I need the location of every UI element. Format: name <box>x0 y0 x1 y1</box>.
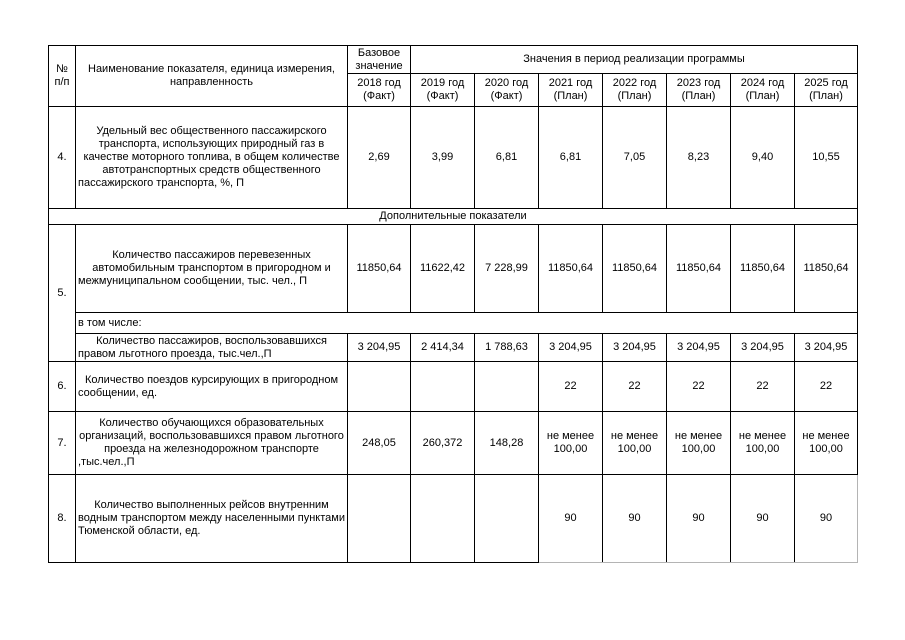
table-row <box>49 225 858 313</box>
row-value: 3 204,95 <box>667 334 731 362</box>
header-year: 2022 год (План) <box>603 74 667 107</box>
row-value: не менее 100,00 <box>731 412 795 475</box>
row-value <box>475 475 539 563</box>
row-value: 11850,64 <box>667 225 731 313</box>
row-value: не менее 100,00 <box>539 412 603 475</box>
row-value: 6,81 <box>475 107 539 209</box>
row-value: 2,69 <box>348 107 411 209</box>
row-value: 11850,64 <box>795 225 858 313</box>
row-value: 22 <box>667 362 731 412</box>
header-year: 2025 год (План) <box>795 74 858 107</box>
table-row-sub <box>49 334 858 362</box>
header-base: Базовое значение <box>348 46 411 74</box>
row-value: 22 <box>539 362 603 412</box>
row-value: 90 <box>603 475 667 563</box>
row-value: 22 <box>603 362 667 412</box>
table-row-sublabel <box>49 313 858 334</box>
row-value: 9,40 <box>731 107 795 209</box>
row-value: 3 204,95 <box>731 334 795 362</box>
row-value <box>411 475 475 563</box>
row-value: 6,81 <box>539 107 603 209</box>
row-value: 148,28 <box>475 412 539 475</box>
section-title: Дополнительные показатели <box>49 209 858 225</box>
row-name: Количество пассажиров, воспользовавшихся правом льготного проезда, тыс.чел.,П <box>76 334 348 362</box>
row-name: Количество поездов курсирующих в пригородном сообщении, ед. <box>76 362 348 412</box>
row-num: 6. <box>49 362 76 412</box>
section-row <box>49 209 858 225</box>
row-value: 3,99 <box>411 107 475 209</box>
row-value: 3 204,95 <box>539 334 603 362</box>
row-num: 5. <box>49 225 76 362</box>
row-num: 8. <box>49 475 76 563</box>
indicators-table <box>48 45 858 563</box>
header-year: 2018 год (Факт) <box>348 74 411 107</box>
header-period: Значения в период реализации программы <box>411 46 858 74</box>
header-year: 2021 год (План) <box>539 74 603 107</box>
row-value: 11850,64 <box>603 225 667 313</box>
row-value: 90 <box>731 475 795 563</box>
row-value: не менее 100,00 <box>795 412 858 475</box>
header-year: 2023 год (План) <box>667 74 731 107</box>
row-value <box>475 362 539 412</box>
row-name: Количество пассажиров перевезенных автомобильным транспортом в пригородном и межмуниципальном сообщении, тыс. чел., П <box>76 225 348 313</box>
row-value: 8,23 <box>667 107 731 209</box>
row-value: 260,372 <box>411 412 475 475</box>
row-value: 11622,42 <box>411 225 475 313</box>
row-name: Количество обучающихся образовательных организаций, воспользовавшихся правом льготного проезда на железнодорожном транспорте ,тыс.чел.,П <box>76 412 348 475</box>
row-value: не менее 100,00 <box>667 412 731 475</box>
row-value: 3 204,95 <box>795 334 858 362</box>
header-year: 2020 год (Факт) <box>475 74 539 107</box>
row-value: 248,05 <box>348 412 411 475</box>
row-value: 7 228,99 <box>475 225 539 313</box>
row-value <box>411 362 475 412</box>
row-value: 2 414,34 <box>411 334 475 362</box>
table-row <box>49 475 858 563</box>
header-num: № п/п <box>49 46 76 107</box>
row-value: 3 204,95 <box>603 334 667 362</box>
header-name: Наименование показателя, единица измерения, направленность <box>76 46 348 107</box>
header-year: 2024 год (План) <box>731 74 795 107</box>
row-value: 3 204,95 <box>348 334 411 362</box>
row-value: 90 <box>795 475 858 563</box>
row-value: 11850,64 <box>731 225 795 313</box>
row-value <box>348 475 411 563</box>
row-value <box>348 362 411 412</box>
row-value: 11850,64 <box>348 225 411 313</box>
table-row <box>49 107 858 209</box>
table-row <box>49 412 858 475</box>
row-value: 22 <box>731 362 795 412</box>
row-value: 1 788,63 <box>475 334 539 362</box>
header-year: 2019 год (Факт) <box>411 74 475 107</box>
row-name: Количество выполненных рейсов внутренним водным транспортом между населенными пунктами Тюменской области, ед. <box>76 475 348 563</box>
sub-label: в том числе: <box>76 313 858 334</box>
row-name: Удельный вес общественного пассажирского транспорта, использующих природный газ в качестве моторного топлива, в общем количестве автотранспортных средств общественного пассажирского транспорта, %, П <box>76 107 348 209</box>
row-value: 7,05 <box>603 107 667 209</box>
row-num: 7. <box>49 412 76 475</box>
row-value: не менее 100,00 <box>603 412 667 475</box>
table-row <box>49 362 858 412</box>
row-value: 90 <box>667 475 731 563</box>
header-row-1 <box>49 46 858 74</box>
row-value: 10,55 <box>795 107 858 209</box>
row-num: 4. <box>49 107 76 209</box>
row-value: 90 <box>539 475 603 563</box>
row-value: 22 <box>795 362 858 412</box>
row-value: 11850,64 <box>539 225 603 313</box>
